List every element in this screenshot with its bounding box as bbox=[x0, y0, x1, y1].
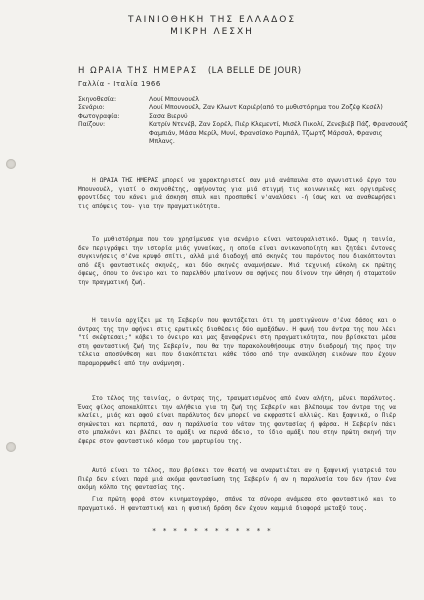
closing-stars: * * * * * * * * * * * * bbox=[152, 527, 272, 535]
body-paragraph: Για πρώτη φορά στον κινηματογράφο, σπάνε τα σύνορα ανάμεσα στο φανταστικό και το πραγματικό. Η φανταστική και η φυσική δράση δεν έχουν καμμιά διαφορά μεταξύ τους. bbox=[78, 496, 396, 512]
body-paragraph: Το μυθιστόρημα που του χρησίμευσε για σενάριο είναι νατουραλιστικό. Όμως η ταινία, δεν περιγράφει την ιστορία μιάς γυναίκας, η οποία είναι ανικανοποίητη και ζητάει έντονες συγκινήσεις σ'ένα κρυφό σπίτι, αλλά μιά διαδοχή από σκηνές του παρόντος που διακόπτονται από έξι φανταστικές σκηνές, και δύο σκηνές αναμνήσεων. Μιά τεχνική εύκολη εκ πρώτης όψεως, όπου το όνειρο και το παρελθόν μπαίνουν σα σφήνες που δίνουν την ώθηση ή σταματούν την πραγματική ζωή. bbox=[78, 236, 396, 286]
credit-value: Λουί Μπουνουέλ bbox=[149, 96, 199, 103]
letterhead bbox=[0, 14, 424, 38]
film-country-year: Γαλλία - Ιταλία 1966 bbox=[78, 80, 161, 88]
credit-value: Λουί Μπουνουέλ, Ζαν Κλωντ Καριέρ(από το μυθιστόρημα του Ζοζέφ Κεσέλ) bbox=[149, 104, 383, 112]
punch-hole-icon bbox=[6, 159, 16, 169]
credit-row bbox=[78, 104, 408, 112]
credit-value: Σασα Βιερνύ bbox=[149, 112, 188, 120]
credit-row bbox=[78, 121, 408, 146]
letterhead-line-1: ΤΑΙΝΙΟΘΗΚΗ ΤΗΣ ΕΛΛΑΔΟΣ bbox=[127, 15, 297, 25]
credit-label: Σενάριο: bbox=[78, 104, 105, 112]
film-title-greek: Η ΩΡΑΙΑ ΤΗΣ ΗΜΕΡΑΣ bbox=[78, 66, 198, 76]
punch-hole-icon bbox=[6, 442, 16, 452]
letterhead-line-2: ΜΙΚΡΗ ΛΕΣΧΗ bbox=[170, 27, 254, 37]
body-paragraph: Η ΩΡΑΙΑ ΤΗΣ ΗΜΕΡΑΣ μπορεί να χαρακτηριστεί σαν μιά ανάπαυλα στο αγωνιστικό έργο του Μπουνουέλ, γιατί ο σκηνοθέτης, αφήνοντας για μιά στιγμή τις κοινωνικές και οργισμένες φροντίδες του κάνει μιά άσκηση σπυλ και προσπαθεί ν'αναλύσει -ή ίσως και να αναθεωρήσει τις απόψεις του- για την πραγματικότητα. bbox=[78, 177, 396, 210]
credits-block bbox=[78, 96, 408, 146]
credit-row bbox=[78, 113, 408, 121]
credit-value: Κατρίν Ντενέβ, Ζαν Σορέλ, Πιέρ Κλεμεντί, Μισέλ Πικολί, Ζενεβιέβ Πάζ, Φρανσουάζ Φαμπιάν, Μάσα Μερίλ, Μυνί, Φρανσίσκο Ραμπάλ, Τζωρτζ Μάρσαλ, Φρανσις Μπλανς. bbox=[149, 121, 408, 146]
credit-label: Σκηνοθεσία: bbox=[78, 96, 117, 103]
credit-label: Φωτογραφία: bbox=[78, 112, 120, 120]
credit-label: Παίζουν: bbox=[78, 121, 106, 129]
body-paragraph: Αυτό είναι το τέλος, που βρίσκει τον θεατή να αναρωτιέται αν η ξαφνική γιατρειά του Πιέρ δεν είναι παρά μιά ακόμα φαντασίωση της Σεβερίν ή αν η παραλυσία του δεν ήταν ένα ακόμη κόλπο της φαντασίας της. bbox=[78, 467, 396, 491]
body-paragraph: Η ταινία αρχίζει με τη Σεβερίν που φαντάζεται ότι τη μαστιγώνουν σ'ένα δάσος και ο άντρας της την αφήνει στις ερωτικές διαθέσεις δύο αμαξάδων. Η φωνή του άντρα της που λέει "τί σκέφτεσαι;" κόβει το όνειρο και μας ξαναφέρνει στη πραγματικότητα, που βρίσκεται μέσα στη φανταστική ζωή της Σεβερίν, που θα την παρακολουθήσουμε στην διαδρομή της προς την τέλεια αποσύνθεση και που διακόπτεται κάθε τόσο από την ανακύληση εικόνων που έχουν παραμορφωθεί από την ανάμνηση. bbox=[78, 317, 396, 367]
film-title-original: (LA BELLE DE JOUR) bbox=[207, 66, 302, 76]
body-paragraph: Στο τέλος της ταινίας, ο άντρας της, τραυματισμένος από έναν αλήτη, μένει παράλυτος. Ένας φίλος αποκαλύπτει την αλήθεια για τη ζωή της Σεβερίν και βλέπουμε τον άντρα της να κλαίει, μιάς και αφού είναι παράλυτος δεν μπορεί να εκφραστεί αλλιώς. Και ξαφνικά, ο Πιέρ σηκώνεται και περπατά, σαν η παράλυσία του νάταν της φαντασίας ή φάρσα. Η Σεβερίν πάει στο μπαλκόνι και βλέπει το αμάξι να περνά άδειο, το ίδιο αμάξι που στην πρώτη σκηνή την έφερε στον φανταστικό κόσμο του μαρτυρίου της. bbox=[78, 395, 396, 445]
film-title bbox=[78, 66, 302, 76]
